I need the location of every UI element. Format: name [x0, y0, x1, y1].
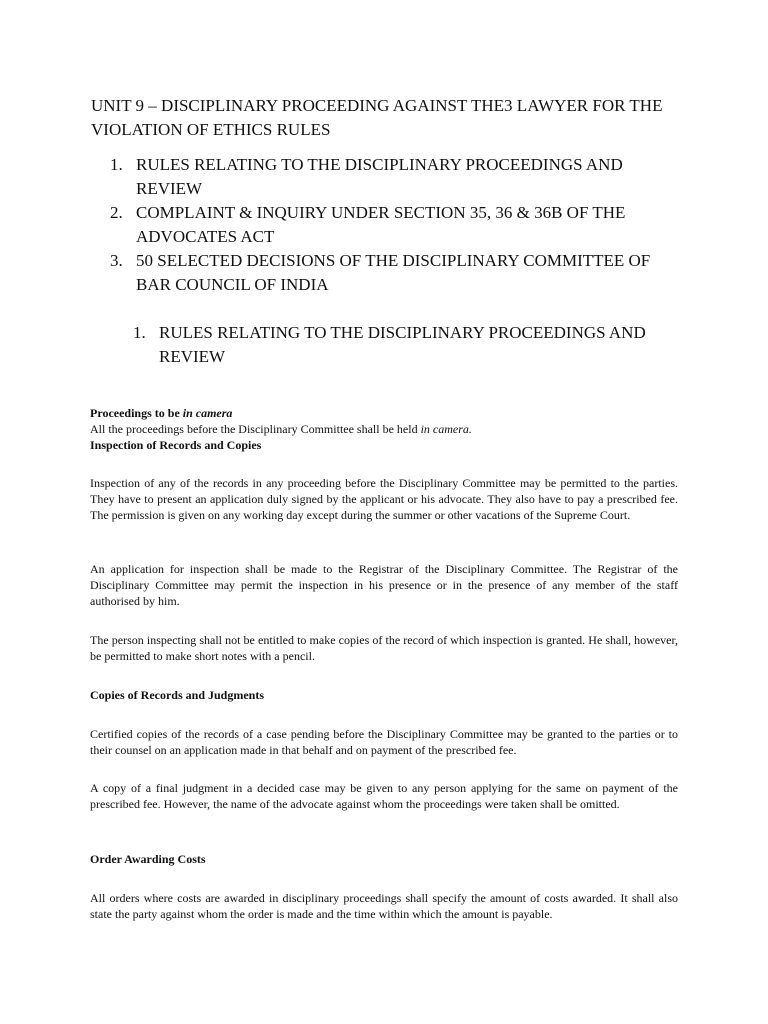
inspection-paragraph-2: An application for inspection shall be made to the Registrar of the Disciplinary Committee. The Registrar of the Disciplinary Committee may permit the inspection in his presence or in the presence of any member of the staff authorised by him. — [90, 562, 678, 608]
inspection-paragraph-1: Inspection of any of the records in any proceeding before the Disciplinary Committee may be permitted to the parties. They have to present an application duly signed by the applicant or his advocate. They also have to pay a prescribed fee. The permission is given on any working day except during the summer or other vacations of the Supreme Court. — [90, 476, 678, 522]
topics-list — [110, 153, 670, 297]
copies-paragraph-2: A copy of a final judgment in a decided case may be given to any person applying for the same on payment of the prescribed fee. However, the name of the advocate against whom the proceedings were taken shall be omitted. — [90, 781, 678, 811]
list-item — [133, 321, 673, 369]
list-item-number: 2. — [110, 203, 123, 222]
inspection-paragraph-3: The person inspecting shall not be entitled to make copies of the record of which inspection is granted. He shall, however, be permitted to make short notes with a pencil. — [90, 633, 678, 663]
list-item-number: 1. — [133, 323, 146, 342]
copies-paragraph-1: Certified copies of the records of a case pending before the Disciplinary Committee may be granted to the parties or to their counsel on an application made in that behalf and on payment of the prescribed fee. — [90, 727, 678, 757]
in-camera-heading — [90, 405, 678, 421]
in-camera-text: All the proceedings before the Disciplinary Committee shall be held — [90, 422, 421, 436]
in-camera-text-italic: in camera. — [420, 422, 472, 436]
list-item — [110, 249, 670, 297]
list-item-text: COMPLAINT & INQUIRY UNDER SECTION 35, 36 & 36B OF THE ADVOCATES ACT — [136, 203, 626, 246]
in-camera-paragraph — [90, 421, 678, 437]
in-camera-heading-text: Proceedings to be — [90, 406, 183, 420]
list-item-text: 50 SELECTED DECISIONS OF THE DISCIPLINARY COMMITTEE OF BAR COUNCIL OF INDIA — [136, 251, 651, 294]
list-item-number: 3. — [110, 251, 123, 270]
costs-paragraph: All orders where costs are awarded in disciplinary proceedings shall specify the amount of costs awarded. It shall also state the party against whom the order is made and the time within which the amount is payable. — [90, 891, 678, 921]
list-item — [110, 153, 670, 201]
unit-title: UNIT 9 – DISCIPLINARY PROCEEDING AGAINST THE3 LAWYER FOR THE VIOLATION OF ETHICS RULES — [91, 96, 663, 139]
list-item-number: 1. — [110, 155, 123, 174]
inspection-heading: Inspection of Records and Copies — [90, 438, 262, 452]
list-item-text: RULES RELATING TO THE DISCIPLINARY PROCEEDINGS AND REVIEW — [136, 155, 623, 198]
section-heading-list — [133, 321, 673, 369]
copies-heading: Copies of Records and Judgments — [90, 688, 265, 702]
list-item — [110, 201, 670, 249]
list-item-text: RULES RELATING TO THE DISCIPLINARY PROCEEDINGS AND REVIEW — [159, 323, 646, 366]
in-camera-heading-italic: in camera — [182, 406, 233, 420]
costs-heading: Order Awarding Costs — [90, 852, 206, 866]
